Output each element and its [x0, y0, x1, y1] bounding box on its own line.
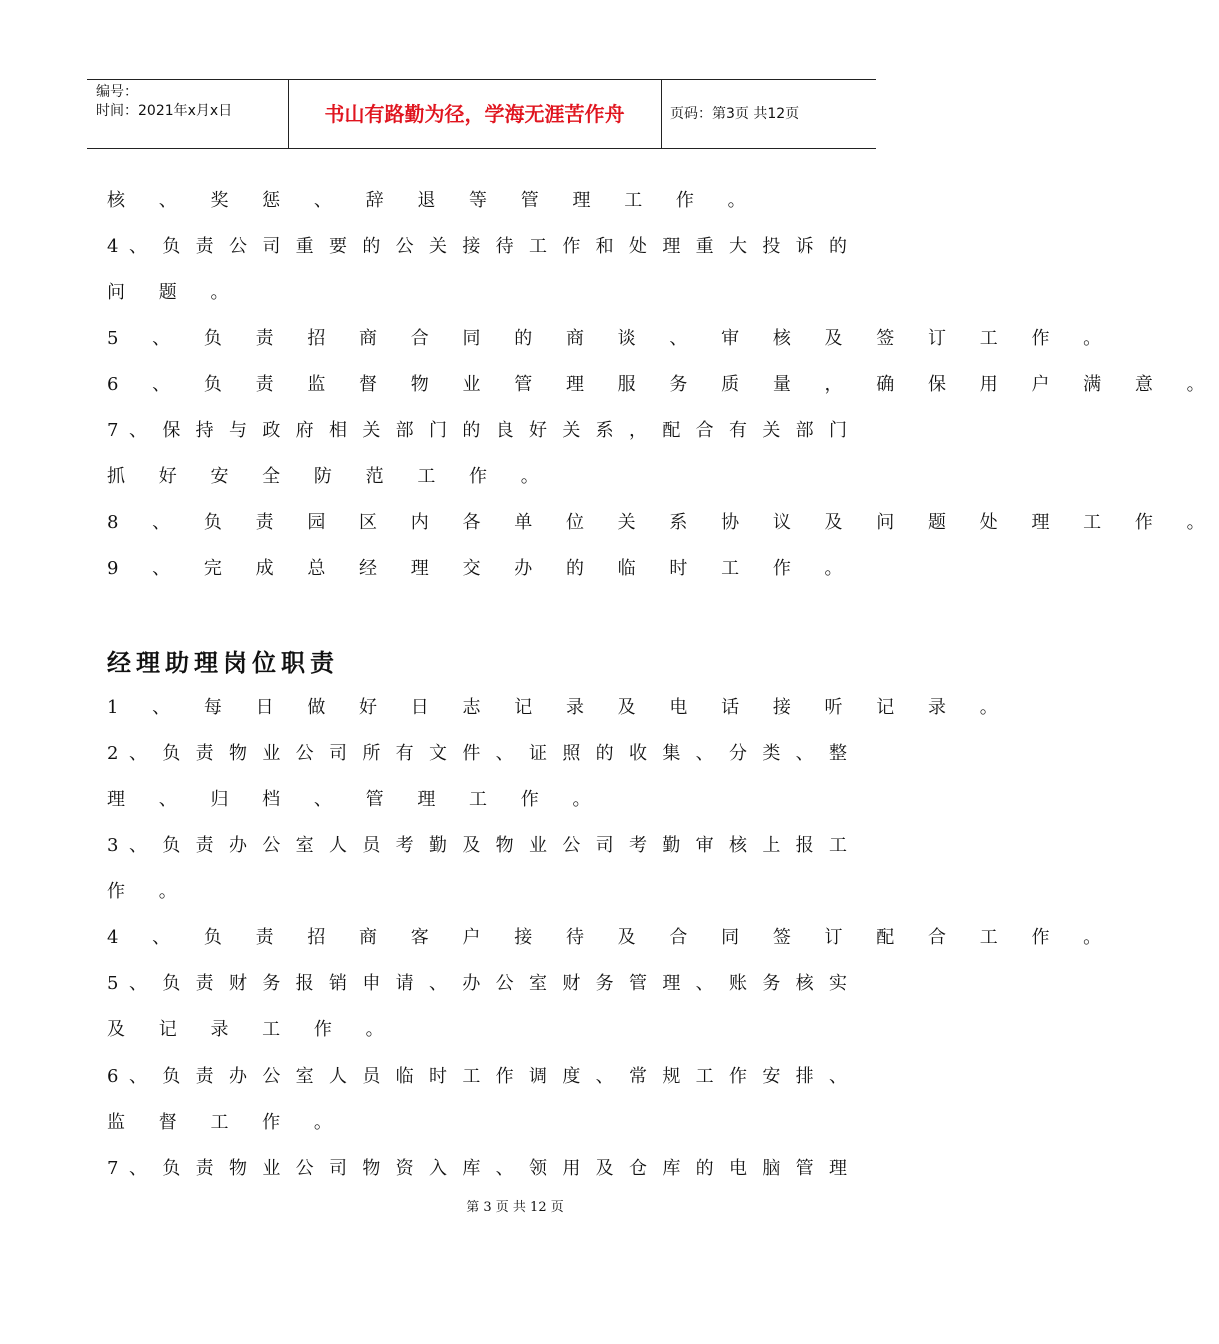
header-motto: 书山有路勤为径，学海无涯苦作舟: [324, 102, 625, 126]
body-line: 7 、 负 责 物 业 公 司 物 资 入 库 、 领 用 及 仓 库 的 电 脑 管 理: [107, 1158, 847, 1179]
body-line: 7 、 保 持 与 政 府 相 关 部 门 的 良 好 关 系 ， 配 合 有 关 部 门: [107, 420, 847, 441]
section-title: 经理助理岗位职责: [107, 649, 339, 677]
body-line: 理 、 归 档 、 管 理 工 作 。: [107, 789, 605, 810]
body-line: 问 题 。: [107, 282, 243, 303]
body-line: 8 、 负 责 园 区 内 各 单 位 关 系 协 议 及 问 题 处 理 工 作 。: [107, 512, 1219, 533]
body-line: 3 、 负 责 办 公 室 人 员 考 勤 及 物 业 公 司 考 勤 审 核 上 报 工: [107, 835, 847, 856]
header-number-label: 编号：: [96, 84, 138, 100]
body-line: 核 、 奖 惩 、 辞 退 等 管 理 工 作 。: [107, 190, 760, 211]
page-header: [87, 79, 876, 149]
body-line: 及 记 录 工 作 。: [107, 1019, 398, 1040]
body-line: 作 。: [107, 881, 191, 902]
body-line: 6 、 负 责 办 公 室 人 员 临 时 工 作 调 度 、 常 规 工 作 安 排 、: [107, 1066, 847, 1087]
body-line: 1 、 每 日 做 好 日 志 记 录 及 电 话 接 听 记 录 。: [107, 697, 1012, 718]
body-line: 抓 好 安 全 防 范 工 作 。: [107, 466, 553, 487]
body-line: 5 、 负 责 招 商 合 同 的 商 谈 、 审 核 及 签 订 工 作 。: [107, 328, 1116, 349]
body-line: 6 、 负 责 监 督 物 业 管 理 服 务 质 量 ， 确 保 用 户 满 意 。: [107, 374, 1219, 395]
header-page-info: 页码：第3页 共12页: [670, 106, 800, 122]
header-time-label: 时间：2021年x月x日: [96, 103, 233, 119]
body-line: 2 、 负 责 物 业 公 司 所 有 文 件 、 证 照 的 收 集 、 分 类 、 整: [107, 743, 847, 764]
header-meta: [96, 83, 232, 121]
body-line: 9 、 完 成 总 经 理 交 办 的 临 时 工 作 。: [107, 558, 857, 579]
header-divider: [661, 80, 662, 148]
body-line: 监 督 工 作 。: [107, 1112, 346, 1133]
body-line: 4 、 负 责 公 司 重 要 的 公 关 接 待 工 作 和 处 理 重 大 投 诉 的: [107, 236, 847, 257]
body-line: 4 、 负 责 招 商 客 户 接 待 及 合 同 签 订 配 合 工 作 。: [107, 927, 1116, 948]
body-line: 5 、 负 责 财 务 报 销 申 请 、 办 公 室 财 务 管 理 、 账 务 核 实: [107, 973, 847, 994]
page-footer: 第 3 页 共 12 页: [466, 1200, 564, 1215]
